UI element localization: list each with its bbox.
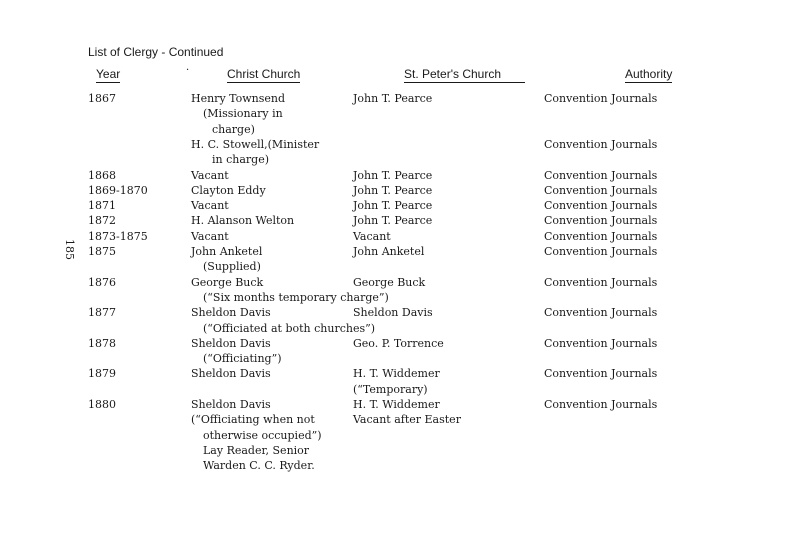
header-st-peters-church: St. Peter's Church <box>404 67 525 83</box>
christ-church-cell: H. C. Stowell,(Minister <box>191 137 320 151</box>
christ-church-cell: Lay Reader, Senior <box>203 443 310 457</box>
st-peters-cell: John T. Pearce <box>353 214 433 228</box>
year-cell: 1879 <box>88 367 116 381</box>
christ-church-cell: Sheldon Davis <box>191 336 271 350</box>
christ-church-cell: in charge) <box>212 153 270 167</box>
authority-cell: Convention Journals <box>544 398 658 411</box>
christ-church-cell: otherwise occupied”) <box>203 428 322 442</box>
header-authority: Authority <box>625 67 673 81</box>
year-cell: 1869-1870 <box>88 183 148 197</box>
christ-church-cell: (Missionary in <box>203 107 283 121</box>
christ-church-cell: H. Alanson Welton <box>191 214 295 228</box>
year-cell: 1868 <box>88 168 116 182</box>
st-peters-cell: Vacant after Easter <box>353 413 461 427</box>
st-peters-cell: Vacant <box>353 229 391 243</box>
authority-cell: Convention Journals <box>544 306 658 320</box>
christ-church-cell: Vacant <box>191 229 229 243</box>
year-cell: 1875 <box>88 245 116 258</box>
authority-cell: Convention Journals <box>544 367 658 381</box>
authority-cell: Convention Journals <box>544 229 658 243</box>
authority-cell: Convention Journals <box>544 275 658 289</box>
st-peters-cell: John T. Pearce <box>353 199 433 213</box>
header-christ-church: Christ Church <box>227 67 301 81</box>
authority-cell: Convention Journals <box>544 336 658 350</box>
christ-church-cell: George Buck <box>191 275 264 289</box>
st-peters-cell: John T. Pearce <box>353 183 433 197</box>
christ-church-cell: Sheldon Davis <box>191 306 271 320</box>
christ-church-cell: Sheldon Davis <box>191 398 271 411</box>
authority-cell: Convention Journals <box>544 137 658 151</box>
christ-church-cell: (“Officiating”) <box>203 352 282 366</box>
christ-church-cell: Vacant <box>191 168 229 182</box>
year-cell: 1877 <box>88 306 116 320</box>
christ-church-cell: charge) <box>212 122 255 136</box>
christ-church-cell: Clayton Eddy <box>191 183 266 197</box>
authority-cell: Convention Journals <box>544 92 658 105</box>
page-title: List of Clergy - Continued <box>88 45 224 59</box>
authority-cell: Convention Journals <box>544 214 658 228</box>
st-peters-cell: Sheldon Davis <box>353 306 433 320</box>
christ-church-cell: John Anketel <box>191 245 263 258</box>
st-peters-cell: John T. Pearce <box>353 168 433 182</box>
authority-cell: Convention Journals <box>544 168 658 182</box>
christ-church-cell: Henry Townsend <box>191 92 286 105</box>
page-number: 185 <box>63 239 76 260</box>
st-peters-cell: John T. Pearce <box>353 92 433 105</box>
header-year: Year <box>96 67 121 81</box>
christ-church-cell: (“Six months temporary charge”) <box>203 290 389 304</box>
year-cell: 1880 <box>88 398 116 411</box>
st-peters-cell: H. T. Widdemer <box>353 398 440 411</box>
christ-church-cell: (“Officiated at both churches”) <box>203 321 376 335</box>
authority-cell: Convention Journals <box>544 183 658 197</box>
year-cell: 1878 <box>88 336 116 350</box>
authority-cell: Convention Journals <box>544 245 658 258</box>
christ-church-cell: (Supplied) <box>203 260 261 274</box>
st-peters-cell: George Buck <box>353 275 426 289</box>
christ-church-cell: Sheldon Davis <box>191 367 271 381</box>
year-cell: 1867 <box>88 92 116 105</box>
authority-cell: Convention Journals <box>544 199 658 213</box>
christ-church-cell: (“Officiating when not <box>191 413 315 427</box>
stray-mark: · <box>186 65 190 76</box>
st-peters-cell: John Anketel <box>353 245 425 258</box>
year-cell: 1873-1875 <box>88 229 148 243</box>
st-peters-cell: H. T. Widdemer <box>353 367 440 381</box>
christ-church-cell: Vacant <box>191 199 229 213</box>
christ-church-cell: Warden C. C. Ryder. <box>203 459 315 473</box>
year-cell: 1876 <box>88 275 116 289</box>
year-cell: 1871 <box>88 199 116 213</box>
year-cell: 1872 <box>88 214 116 228</box>
st-peters-cell: (“Temporary) <box>353 382 428 396</box>
st-peters-cell: Geo. P. Torrence <box>353 336 444 350</box>
